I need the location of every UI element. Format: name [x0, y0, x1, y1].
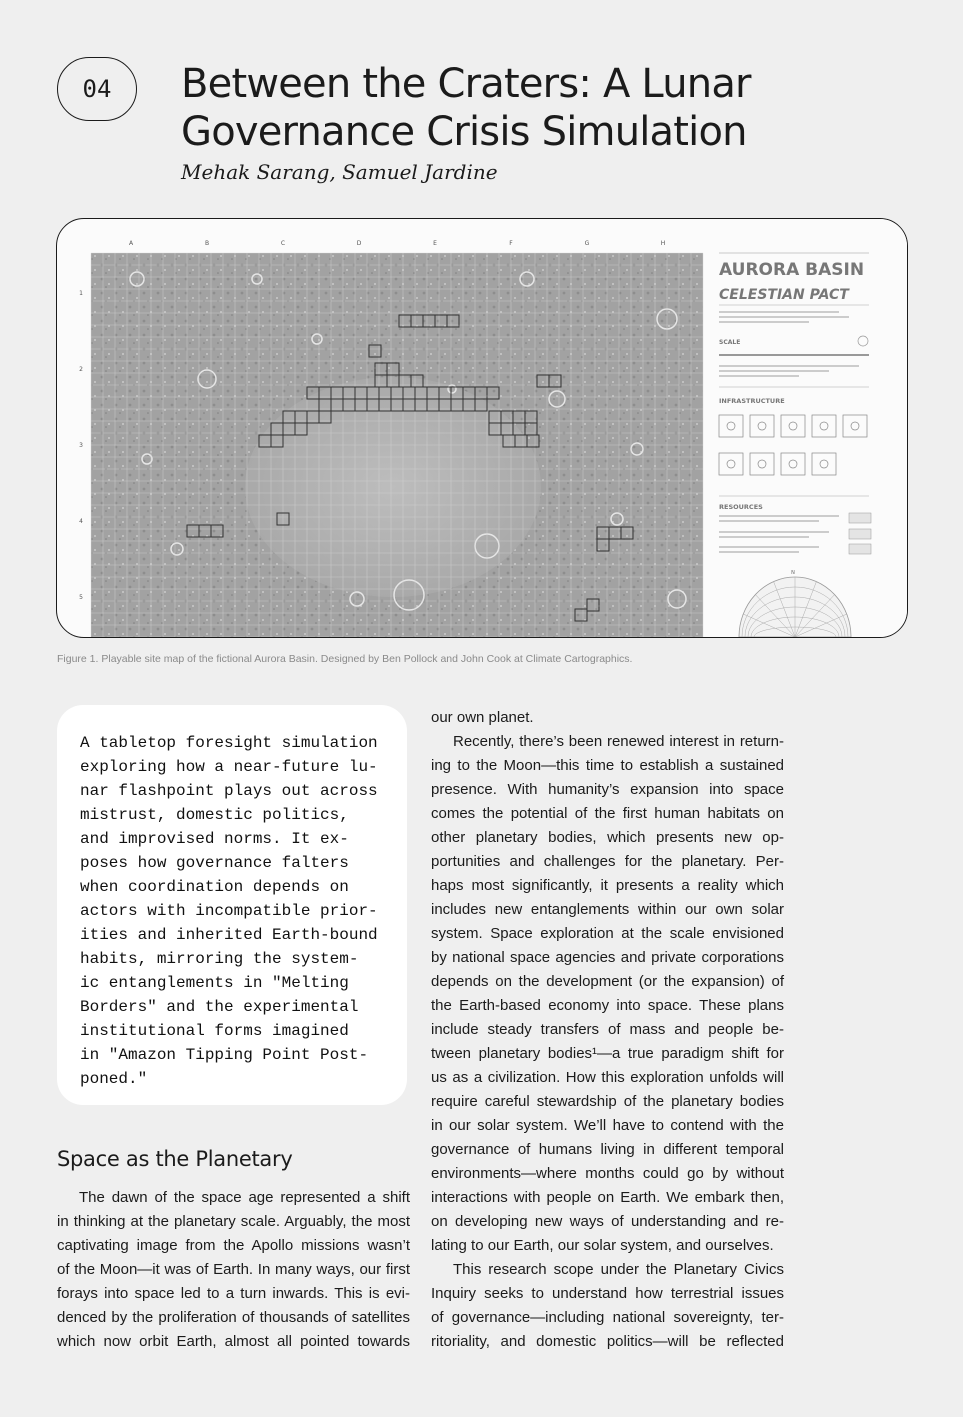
abstract-line: in "Amazon Tipping Point Post- — [80, 1046, 369, 1064]
map-column-label: E — [433, 240, 437, 247]
map-column-label: B — [204, 240, 210, 247]
body-line: other planetary bodies, which presents new op- — [431, 829, 784, 846]
map-row-label: 4 — [79, 518, 83, 525]
body-line: of governance—including national sovereignty, ter- — [431, 1309, 784, 1326]
map-row-label: 3 — [79, 442, 83, 449]
body-line: us as a civilization. How this exploration unfolds will — [431, 1069, 784, 1086]
abstract-line: A tabletop foresight simulation — [80, 734, 378, 752]
title-line-1: Between the Craters: A Lunar — [181, 61, 751, 107]
body-line: ritoriality, and domestic politics—will be reflected — [431, 1333, 784, 1350]
legend-resources-label: RESOURCES — [719, 503, 763, 511]
legend-title: AURORA BASIN — [719, 260, 865, 280]
body-line: require careful stewardship of the planetary bodies — [431, 1093, 784, 1110]
body-line: the Earth-based economy into space. These plans — [431, 997, 784, 1014]
body-line: in thinking at the planetary scale. Arguably, the most — [57, 1213, 410, 1230]
map-column-label: H — [660, 240, 666, 247]
body-column-left — [57, 1186, 410, 1354]
body-line: include steady transfers of mass and people be- — [431, 1021, 784, 1038]
abstract-line: when coordination depends on — [80, 878, 349, 896]
map-column-label: G — [584, 240, 590, 247]
body-line: denced by the proliferation of thousands of satellites — [57, 1309, 410, 1326]
map-column-label: D — [356, 240, 362, 247]
body-line: forays into space led to a turn inwards. This is evi- — [57, 1285, 410, 1302]
legend-scale-label: SCALE — [719, 339, 741, 346]
body-line: This research scope under the Planetary Civics — [453, 1261, 784, 1278]
body-line: captivating image from the Apollo missions wasn’t — [57, 1237, 410, 1254]
compass-north-label: N — [791, 570, 795, 576]
abstract-line: nar flashpoint plays out across — [80, 782, 378, 800]
body-line: lating to our Earth, our solar system, and ourselves. — [431, 1237, 774, 1254]
abstract-line: ities and inherited Earth-bound — [80, 926, 378, 944]
body-line: portunities and challenges for the planetary. Per- — [431, 853, 784, 870]
legend-subtitle: CELESTIAN PACT — [719, 287, 849, 303]
legend-infrastructure-label: INFRASTRUCTURE — [719, 397, 785, 405]
body-line: in our solar system. We’ll have to contend with the — [431, 1117, 784, 1134]
article-authors: Mehak Sarang, Samuel Jardine — [181, 160, 498, 184]
abstract-line: habits, mirroring the system- — [80, 950, 359, 968]
abstract-line: exploring how a near-future lu- — [80, 758, 378, 776]
body-line: comes the potential of the first human habitats on — [431, 805, 784, 822]
body-line: environments—where months could go by without — [431, 1165, 784, 1182]
abstract-box — [57, 705, 407, 1105]
body-line: tween planetary bodies¹—a true paradigm shift for — [431, 1045, 784, 1062]
body-line: interactions with people on Earth. We embark then, — [431, 1189, 784, 1206]
figure-caption: Figure 1. Playable site map of the fictional Aurora Basin. Designed by Ben Pollock and John Cook at Climate Cartographics. — [57, 653, 633, 665]
site-map-figure — [56, 218, 908, 638]
body-line: our own planet. — [431, 709, 534, 726]
map-column-label: A — [128, 240, 134, 247]
abstract-line: institutional forms imagined — [80, 1022, 349, 1040]
aurora-basin-map — [57, 219, 907, 637]
body-line: governance of humans living in different temporal — [431, 1141, 784, 1158]
body-line: Inquiry seeks to understand how terrestrial issues — [431, 1285, 784, 1302]
abstract-line: poses how governance falters — [80, 854, 349, 872]
section-heading: Space as the Planetary — [57, 1147, 293, 1171]
body-line: on developing new ways of understanding and re- — [431, 1213, 784, 1230]
body-line: The dawn of the space age represented a shift — [79, 1189, 410, 1206]
chapter-number-badge: 04 — [57, 57, 137, 121]
body-line: includes new entanglements within our own solar — [431, 901, 784, 918]
body-column-right — [431, 706, 784, 1354]
body-line: system. Space exploration at the scale envisioned — [431, 925, 784, 942]
body-line: which now orbit Earth, almost all pointed towards — [57, 1333, 410, 1350]
abstract-line: and improvised norms. It ex- — [80, 830, 349, 848]
map-row-label: 1 — [79, 290, 83, 297]
body-line: presence. With humanity’s expansion into space — [431, 781, 784, 798]
abstract-line: ic entanglements in "Melting — [80, 974, 349, 992]
body-line: depends on the development (or the expansion) of — [431, 973, 784, 990]
abstract-line: poned." — [80, 1070, 148, 1088]
map-column-label: F — [509, 240, 513, 247]
body-line: haps most significantly, it presents a reality which — [431, 877, 784, 894]
map-row-label: 5 — [79, 594, 83, 601]
body-line: Recently, there’s been renewed interest in return- — [453, 733, 784, 750]
map-row-label: 2 — [79, 366, 83, 373]
body-line: of the Moon—it was of Earth. In many ways, our first — [57, 1261, 410, 1278]
body-line: by national space agencies and private corporations — [431, 949, 784, 966]
title-line-2: Governance Crisis Simulation — [181, 109, 747, 155]
abstract-line: actors with incompatible prior- — [80, 902, 378, 920]
abstract-line: mistrust, domestic politics, — [80, 806, 349, 824]
abstract-line: Borders" and the experimental — [80, 998, 359, 1016]
article-title — [181, 60, 901, 156]
map-column-label: C — [280, 240, 286, 247]
body-line: ing to the Moon—this time to establish a sustained — [431, 757, 784, 774]
